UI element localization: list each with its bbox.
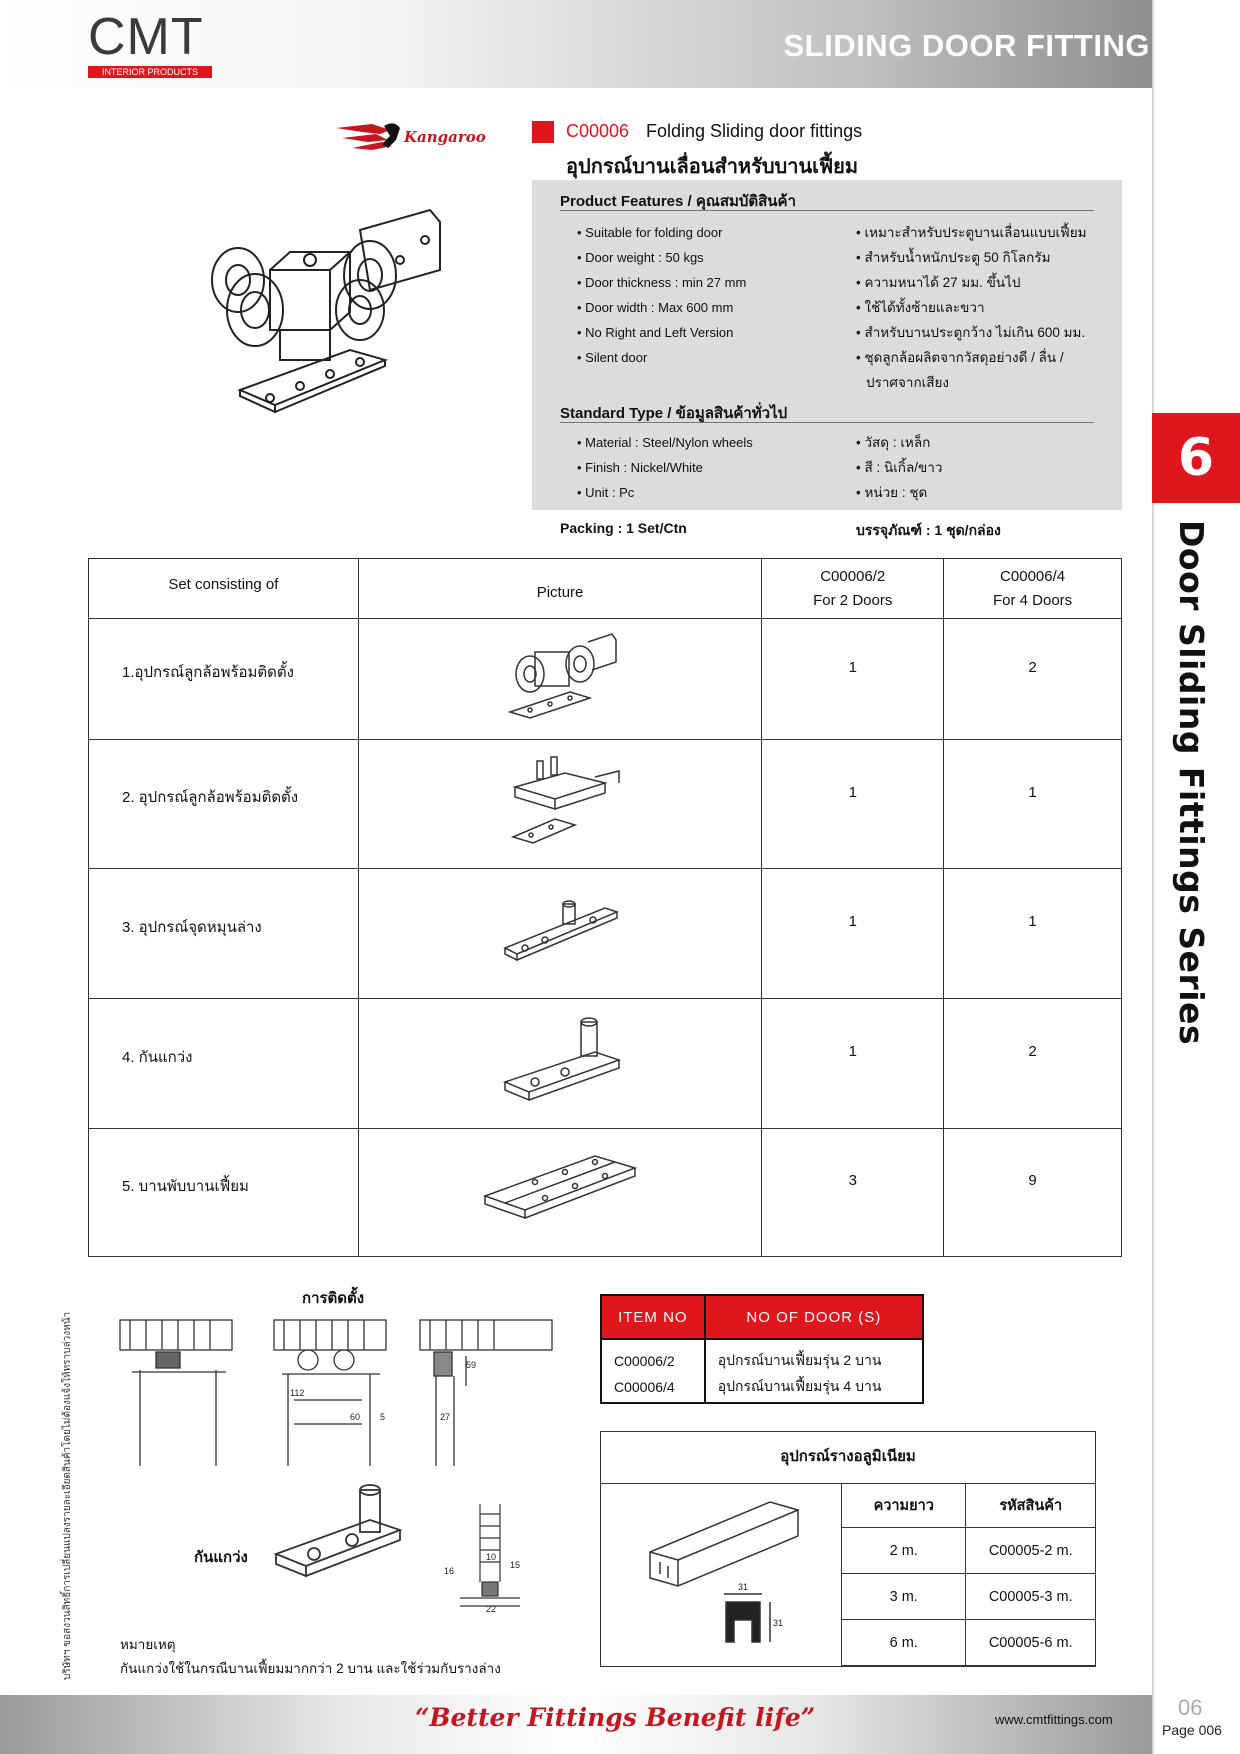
col-set-header: Set consisting of [89,559,359,619]
chapter-tab: 6 [1152,413,1240,503]
row-picture [358,869,762,999]
product-name-th: อุปกรณ์บานเลื่อนสำหรับบานเฟี้ยม [566,156,859,178]
standard-rule [560,422,1094,423]
standard-list-th [856,430,942,505]
rail-title: อุปกรณ์รางอลูมิเนียม [780,1448,916,1465]
feature-item-th: • ความหนาได้ 27 มม. ขึ้นไป [856,275,1021,290]
table-row [89,740,1122,869]
row-qty-4door: 2 [944,999,1122,1129]
row-qty-2door: 1 [762,869,944,999]
dim-label: 112 [290,1388,305,1398]
dim-label: 16 [444,1566,455,1576]
col-b-desc: For 4 Doors [992,591,1073,609]
feature-item: • No Right and Left Version [577,325,734,340]
table-row [89,1129,1122,1257]
feature-item-th: ปราศจากเสียง [866,375,949,390]
table-row [842,1620,1096,1666]
standard-heading: Standard Type / ข้อมูลสินค้าทั่วไป [560,405,788,422]
feature-item-th: • เหมาะสำหรับประตูบานเลื่อนแบบเฟี้ยม [856,225,1087,240]
col-b-header [944,559,1122,619]
packing-th: บรรจุภัณฑ์ : 1 ชุด/กล่อง [856,522,1001,538]
rail-profile-diagram [630,1492,830,1662]
features-list-th [856,220,1087,395]
col-item-no: ITEM NO [601,1295,705,1339]
item-desc: อุปกรณ์บานเฟี้ยมรุ่น 2 บาน [705,1339,923,1372]
row-qty-2door: 3 [762,1129,944,1257]
brand-logo: CMT [88,8,204,66]
standard-item-th: • สี : นิเกิ้ล/ขาว [856,460,943,475]
installation-title: การติดตั้ง [302,1290,365,1307]
rail-code: C00005-6 m. [966,1620,1096,1666]
row-qty-4door: 1 [944,740,1122,869]
kangaroo-logo-text: Kangaroo [404,128,486,146]
dim-label: 31 [738,1582,749,1592]
row-item-name: 5. บานพับบานเฟี้ยม [89,1129,359,1257]
dim-label: 5 [380,1412,386,1422]
standard-item-th: • วัสดุ : เหล็ก [856,435,931,450]
standard-item: • Finish : Nickel/White [577,460,703,475]
feature-item: • Door thickness : min 27 mm [577,275,747,290]
page-title: SLIDING DOOR FITTING [783,28,1150,63]
item-desc: อุปกรณ์บานเฟี้ยมรุ่น 4 บาน [705,1372,923,1403]
col-a-desc: For 2 Doors [813,591,893,609]
row-item-name: 2. อุปกรณ์ลูกล้อพร้อมติดตั้ง [89,740,359,869]
item-table [600,1294,924,1404]
table-row [89,869,1122,999]
rail-code: C00005-2 m. [966,1528,1096,1574]
swing-guard-picture [495,1012,625,1112]
feature-item-th: • ชุดลูกล้อผลิตจากวัสดุอย่างดี / ลื่น / [856,350,1064,365]
bottom-pivot-picture [495,882,625,982]
side-divider [1152,0,1154,1754]
row-qty-4door: 1 [944,869,1122,999]
rail-table [841,1483,1096,1666]
hinge-picture [475,1146,645,1236]
dim-label: 59 [466,1360,477,1370]
website-link[interactable]: www.cmtfittings.com [995,1712,1113,1727]
table-row [89,619,1122,740]
slogan: “Better Fittings Benefit life” [415,1703,816,1732]
disclaimer: บริษัทฯ ขอสงวนสิทธิ์การเปลี่ยนแปลงรายละเอียดสินค้าโดยไม่ต้องแจ้งให้ทราบล่วงหน้า [62,1311,73,1680]
row-picture [358,619,762,740]
row-picture [358,740,762,869]
row-qty-4door: 2 [944,619,1122,740]
item-code: C00006/2 [601,1339,705,1372]
rail-table-header [842,1484,1096,1528]
rail-code: C00005-3 m. [966,1574,1096,1620]
standard-item-th: • หน่วย : ชุด [856,485,928,500]
col-a-header [762,559,944,619]
feature-item-th: • ใช้ได้ทั้งซ้ายและขวา [856,300,985,315]
row-picture [358,1129,762,1257]
table-row [842,1528,1096,1574]
features-list-en [577,220,746,370]
table-row [601,1339,923,1372]
roller-set-picture [500,622,620,732]
col-b-code: C00006/4 [1000,567,1066,585]
col-a-code: C00006/2 [820,567,886,585]
feature-item: • Suitable for folding door [577,225,723,240]
row-item-name: 3. อุปกรณ์จุดหมุนล่าง [89,869,359,999]
roller-fitting-illustration [200,200,460,460]
feature-item: • Door width : Max 600 mm [577,300,734,315]
col-length: ความยาว [842,1484,966,1528]
swing-guard-label: กันแกว่ง [194,1549,248,1566]
product-name-en: Folding Sliding door fittings [646,121,863,141]
note-text: กันแกว่งใช้ในกรณีบานเฟี้ยมมากกว่า 2 บาน และใช้ร่วมกับรางล่าง [120,1661,501,1676]
table-row [89,999,1122,1129]
table-row [842,1574,1096,1620]
product-code: C00006 [566,121,630,141]
table-row [601,1372,923,1403]
feature-item-th: • สำหรับน้ำหนักประตู 50 กิโลกรัม [856,250,1051,265]
feature-item: • Door weight : 50 kgs [577,250,704,265]
dim-label: 15 [510,1560,521,1570]
feature-item: • Silent door [577,350,648,365]
page-label: Page 006 [1162,1722,1222,1738]
row-qty-2door: 1 [762,619,944,740]
features-heading: Product Features / คุณสมบัติสินค้า [560,193,796,210]
installation-diagrams [118,1316,558,1476]
set-table [88,558,1122,1257]
standard-item: • Unit : Pc [577,485,635,500]
guard-section-diagram [440,1502,540,1612]
row-item-name: 1.อุปกรณ์ลูกล้อพร้อมติดตั้ง [89,619,359,740]
row-qty-2door: 1 [762,740,944,869]
packing-en: Packing : 1 Set/Ctn [560,520,687,536]
dim-label: 27 [440,1412,451,1422]
col-picture-header: Picture [358,559,762,619]
col-no-of-door: NO OF DOOR (S) [705,1295,923,1339]
feature-item-th: • สำหรับบานประตูกว้าง ไม่เกิน 600 มม. [856,325,1086,340]
item-table-header [601,1295,923,1339]
rail-length: 3 m. [842,1574,966,1620]
row-picture [358,999,762,1129]
dim-label: 22 [486,1604,497,1612]
brand-subtitle: INTERIOR PRODUCTS [88,66,212,78]
standard-item: • Material : Steel/Nylon wheels [577,435,753,450]
rail-length: 6 m. [842,1620,966,1666]
item-code: C00006/4 [601,1372,705,1403]
product-marker [532,121,554,143]
col-code: รหัสสินค้า [966,1484,1096,1528]
note-title: หมายเหตุ [120,1637,176,1652]
dim-label: 31 [773,1618,784,1628]
standard-list-en [577,430,753,505]
features-rule [560,210,1094,211]
row-item-name: 4. กันแกว่ง [89,999,359,1129]
swing-guard-diagram [270,1484,410,1604]
set-table-header [89,559,1122,619]
page-number: 06 [1178,1695,1203,1720]
kangaroo-logo [332,118,508,154]
row-qty-4door: 9 [944,1129,1122,1257]
dim-label: 10 [486,1552,497,1562]
rail-length: 2 m. [842,1528,966,1574]
series-title: Door Sliding Fittings Series [1172,520,1211,1046]
row-qty-2door: 1 [762,999,944,1129]
roller-pivot-picture [495,747,625,857]
dim-label: 60 [350,1412,361,1422]
